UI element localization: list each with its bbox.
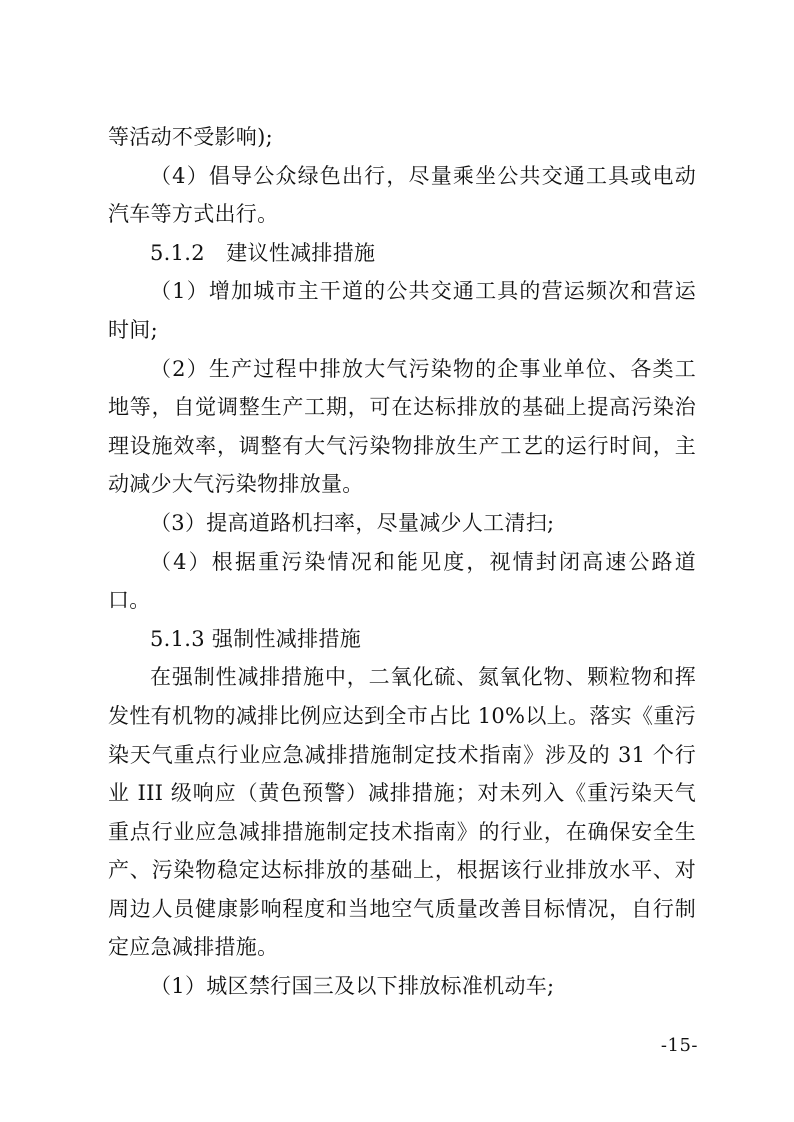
paragraph-continuation: 等活动不受影响); xyxy=(108,125,273,149)
paragraph-mandatory-measures: 在强制性减排措施中，二氧化硫、氮氧化物、颗粒物和挥发性有机物的减排比例应达到全市占比 10%以上。落实《重污染天气重点行业应急减排措施制定技术指南》涉及的 31 个行业 III 级响应（黄色预警）减排措施；对未列入《重污染天气重点行业应急减排措施制定技术指南》的行业，在确保安全生产、污染物稳定达标排放的基础上，根据该行业排放水平、对周边人员健康影响程度和当地空气质量改善目标情况，自行制定应急减排措施。 xyxy=(108,665,696,960)
section-heading-5-1-3: 5.1.3 强制性减排措施 xyxy=(150,626,362,651)
paragraph-item-4-highway-closure: （4）根据重污染情况和能见度，视情封闭高速公路道口。 xyxy=(108,549,696,613)
section-heading-5-1-2: 5.1.2 建议性减排措施 xyxy=(150,240,376,265)
paragraph-item-2-production-adjustment: （2）生产过程中排放大气污染物的企事业单位、各类工地等，自觉调整生产工期，可在达标排放的基础上提高污染治理设施效率，调整有大气污染物排放生产工艺的运行时间，主动减少大气污染物排放量。 xyxy=(108,356,696,497)
page-number: -15- xyxy=(660,1035,698,1056)
paragraph-item-1-vehicle-ban: （1）城区禁行国三及以下排放标准机动车; xyxy=(150,974,555,999)
document-body xyxy=(108,118,696,1006)
paragraph-item-1-public-transport: （1）增加城市主干道的公共交通工具的营运频次和营运时间; xyxy=(108,279,696,342)
paragraph-item-4-green-travel: （4）倡导公众绿色出行，尽量乘坐公共交通工具或电动汽车等方式出行。 xyxy=(108,163,696,227)
paragraph-item-3-road-sweeping: （3）提高道路机扫率，尽量减少人工清扫; xyxy=(150,510,555,535)
